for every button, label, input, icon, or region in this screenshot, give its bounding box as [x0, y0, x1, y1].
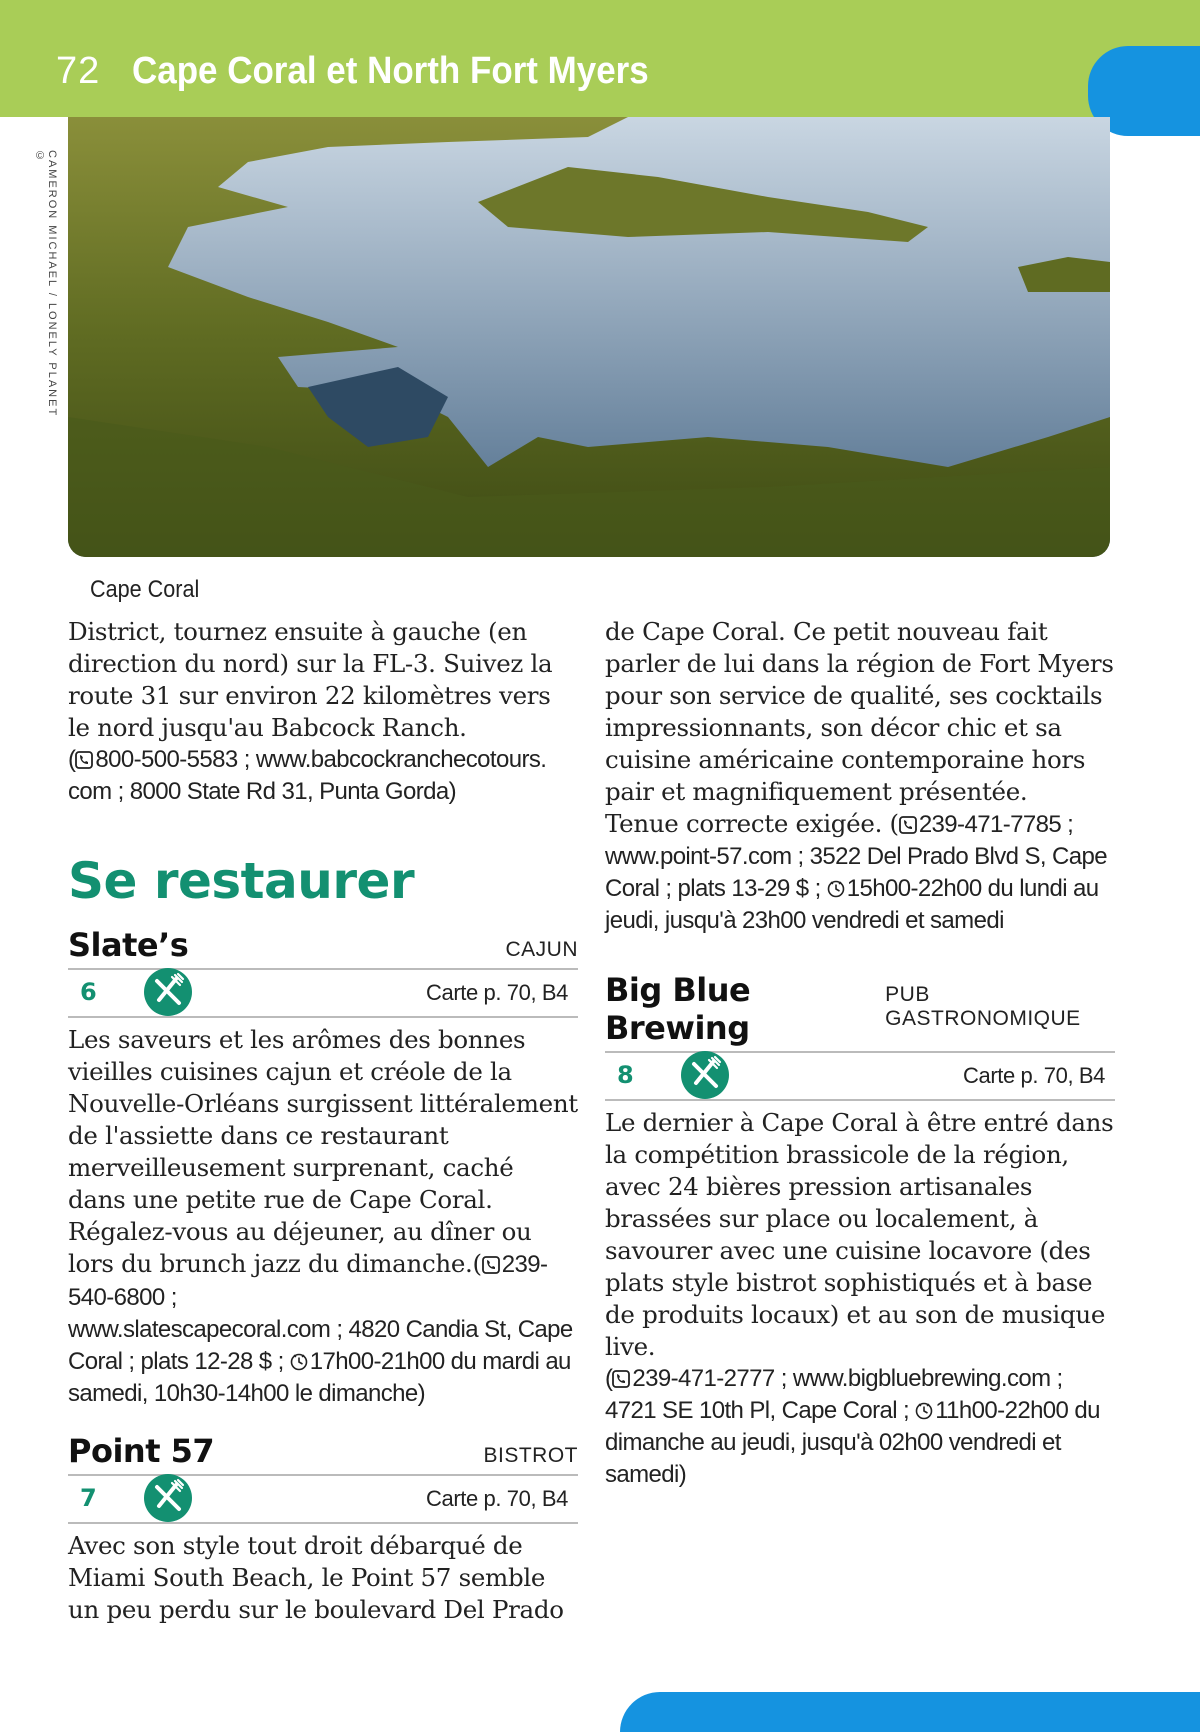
venue-hours: 11h00-22h00 du dimanche au jeudi, jusqu'à 02h00 vendredi et samedi)	[605, 1397, 1100, 1488]
fork-knife-icon	[681, 1051, 729, 1099]
clock-icon	[915, 1402, 933, 1420]
phone-icon	[899, 816, 917, 834]
venue-dress-code: Tenue correcte exigée. (	[605, 809, 899, 838]
venue-phone: 239-471-2777 ;	[632, 1365, 787, 1392]
venue-info-text: www.bigbluebrewing.com ; 4721 SE 10th Pl, Cape Coral ;	[605, 1365, 1063, 1424]
venue-subheader	[605, 1053, 1115, 1101]
phone-icon	[75, 751, 93, 769]
venue-header	[605, 971, 1115, 1053]
venue-description: Le dernier à Cape Coral à être entré dans la compétition brassicole de la région, avec 24 bières pression artisanales brassées sur place ou localement, à savourer avec une cuisine locavore (des plats style bistrot sophistiqués et à base de produits locaux) et au son de musique live.	[605, 1108, 1114, 1361]
photo-credit: CAMERON MICHAEL / LONELY PLANET ©	[34, 150, 58, 417]
venue-category: PUB GASTRONOMIQUE	[885, 983, 1081, 1030]
venue-name: Point 57	[68, 1432, 215, 1470]
intro-info-text: 800-500-5583 ; www.babcockranchecotours. com ; 8000 State Rd 31, Punta Gorda)	[68, 746, 547, 805]
venue-info-text: www.point-57.com ; 3522 Del Prado Blvd S, Cape Coral ; plats 13-29 $ ;	[605, 843, 1108, 902]
venue-description: Avec son style tout droit débarqué de Miami South Beach, le Point 57 semble un peu perdu sur le boulevard Del Prado	[68, 1531, 564, 1624]
photo-caption: Cape Coral	[90, 576, 200, 603]
venue-description-continued: de Cape Coral. Ce petit nouveau fait parler de lui dans la région de Fort Myers pour son service de qualité, ses cocktails impressionnants, son décor chic et sa cuisine américaine contemporaine hors pair et magnifiquement présentée.	[605, 617, 1114, 806]
venue-hours: 15h00-22h00 du lundi au jeudi, jusqu'à 23h00 vendredi et samedi	[605, 875, 1099, 934]
venue-phone: 239-540-6800 ;	[68, 1251, 548, 1311]
venue-map-ref: Carte p. 70, B4	[963, 1063, 1105, 1088]
clock-icon	[290, 1353, 308, 1371]
venue-map-ref: Carte p. 70, B4	[426, 1486, 568, 1511]
venue-point57	[68, 1432, 578, 1626]
intro-info-open: (	[68, 746, 76, 773]
venue-header	[68, 1432, 578, 1476]
venue-name: Big Blue Brewing	[605, 971, 751, 1047]
venue-description-text: Les saveurs et les arômes des bonnes vieilles cuisines cajun et créole de la Nouvelle-Orléans surgissent littéralement de l'assiette dans ce restaurant merveilleusement surprenant, caché dans une petite rue de Cape Coral. Régalez-vous au déjeuner, au dîner ou lors du brunch jazz du dimanche.(	[68, 1025, 578, 1278]
venue-category: CAJUN	[505, 938, 578, 961]
venue-big-blue-brewing	[605, 971, 1115, 1491]
venue-header	[68, 926, 578, 970]
venue-map-ref: Carte p. 70, B4	[426, 980, 568, 1005]
venue-number: 8	[617, 1061, 634, 1089]
venue-info	[605, 841, 1115, 937]
page-title: Cape Coral et North Fort Myers	[132, 50, 649, 92]
venue-subheader	[68, 1476, 578, 1524]
clock-icon	[827, 880, 845, 898]
phone-icon	[612, 1370, 630, 1388]
venue-subheader	[68, 970, 578, 1018]
fork-knife-icon	[144, 968, 192, 1016]
left-column	[68, 616, 578, 1626]
page-header	[0, 0, 1200, 117]
page-number: 72	[56, 50, 101, 92]
intro-text: District, tournez ensuite à gauche (en direction du nord) sur la FL-3. Suivez la route 31 sur environ 22 kilomètres vers le nord jusqu'au Babcock Ranch.	[68, 617, 553, 742]
venue-info-text: www.slatescapecoral.com ; 4820 Candia St, Cape Coral ; plats 12-28 $ ;	[68, 1316, 573, 1375]
venue-category: BISTROT	[483, 1444, 578, 1467]
venue-number: 7	[80, 1484, 97, 1512]
venue-name: Slate’s	[68, 926, 189, 964]
venue-info	[68, 1314, 578, 1410]
phone-icon	[482, 1256, 500, 1274]
venue-hours: 17h00-21h00 du mardi au samedi, 10h30-14h00 le dimanche)	[68, 1348, 571, 1407]
intro-info	[68, 744, 578, 808]
fork-knife-icon	[144, 1474, 192, 1522]
venue-info-open: (	[605, 1365, 613, 1392]
venue-slates	[68, 926, 578, 1410]
venue-number: 6	[80, 978, 97, 1006]
section-title: Se restaurer	[68, 852, 415, 910]
venue-description	[68, 1024, 578, 1314]
venue-phone: 239-471-7785 ;	[918, 811, 1074, 838]
venue-info	[605, 1363, 1115, 1491]
chapter-tab-bottom	[620, 1692, 1200, 1732]
venue-dress-code-line	[605, 808, 1115, 841]
right-column	[605, 616, 1115, 1491]
cape-coral-photo	[68, 117, 1110, 557]
